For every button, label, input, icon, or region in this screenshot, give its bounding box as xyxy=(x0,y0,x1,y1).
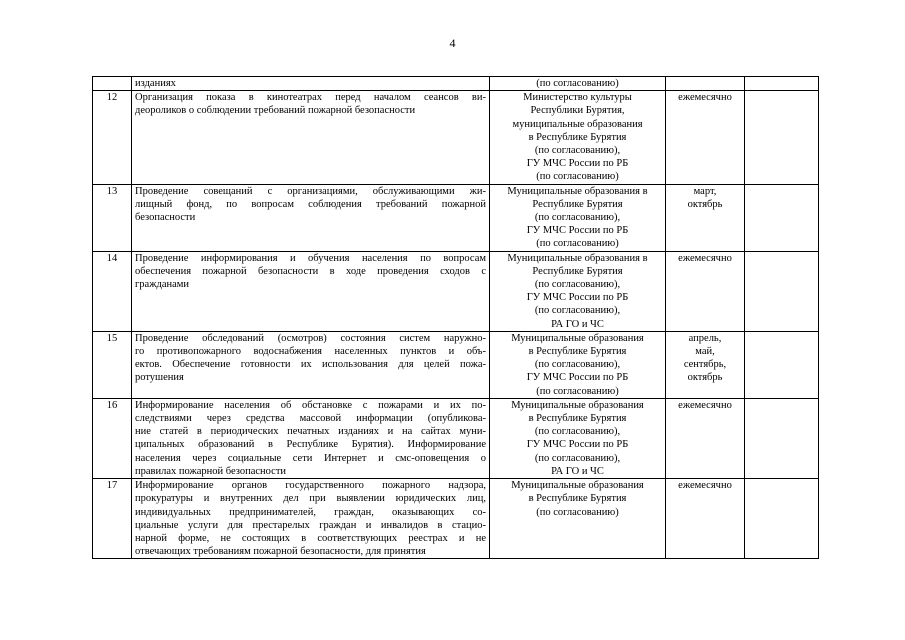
event-text-line: изданиях xyxy=(135,78,176,89)
event-cell xyxy=(132,331,490,398)
note-cell xyxy=(745,331,819,398)
responsible-cell: Муниципальные образования в Республике Бурятия (по согласованию), ГУ МЧС России по РБ (по согласованию), РА ГО и ЧС xyxy=(490,251,666,331)
event-text-line: безопасности xyxy=(135,212,196,224)
event-text-line: следствиями через средства массовой информации (опубликова- xyxy=(135,413,486,425)
table-body xyxy=(93,77,819,559)
event-cell xyxy=(132,398,490,478)
event-text-line: лищный фонд, по вопросам соблюдения требований пожарной xyxy=(135,198,486,210)
event-text-line: отвечающих требованиям пожарной безопасности, для принятия xyxy=(135,546,426,558)
responsible-cell: (по согласованию) xyxy=(490,77,666,91)
event-text-line: прокуратуры и внутренних дел при выявлении юридических лиц, xyxy=(135,493,486,505)
row-number-cell: 15 xyxy=(93,331,132,398)
row-number-cell xyxy=(93,77,132,91)
responsible-cell: Муниципальные образования в Республике Бурятия (по согласованию), ГУ МЧС России по РБ (по согласованию), РА ГО и ЧС xyxy=(490,398,666,478)
row-number-cell: 14 xyxy=(93,251,132,331)
note-cell xyxy=(745,479,819,559)
table-row xyxy=(93,398,819,478)
event-text-line: ектов. Обеспечение готовности их использования для целей пожа- xyxy=(135,359,486,371)
table-row xyxy=(93,184,819,251)
event-text-line: обеспечения пожарной безопасности в ходе проведения сходов с xyxy=(135,265,486,277)
row-number-cell: 12 xyxy=(93,91,132,184)
term-cell: ежемесячно xyxy=(666,91,745,184)
event-cell xyxy=(132,77,490,91)
term-cell: ежемесячно xyxy=(666,479,745,559)
note-cell xyxy=(745,184,819,251)
event-text-line: гражданами xyxy=(135,279,190,291)
table-row xyxy=(93,77,819,91)
event-text-line: Проведение совещаний с организациями, обслуживающими жи- xyxy=(135,185,486,197)
table-row xyxy=(93,479,819,559)
event-text-line: го противопожарного водоснабжения населенных пунктов и объ- xyxy=(135,346,486,358)
row-number-cell: 13 xyxy=(93,184,132,251)
event-text-line: индивидуальных предпринимателей, граждан, оказывающих со- xyxy=(135,506,486,518)
event-cell xyxy=(132,479,490,559)
responsible-cell: Муниципальные образования в Республике Бурятия (по согласованию), ГУ МЧС России по РБ (по согласованию) xyxy=(490,184,666,251)
term-cell: апрель, май, сентябрь, октябрь xyxy=(666,331,745,398)
event-text-line: ние статей в периодических печатных изданиях и на сайтах муни- xyxy=(135,426,486,438)
term-cell: ежемесячно xyxy=(666,398,745,478)
fire-safety-plan-table xyxy=(92,76,819,559)
event-text-line: Проведение обследований (осмотров) состояния систем наружно- xyxy=(135,332,486,344)
event-text-line: Проведение информирования и обучения населения по вопросам xyxy=(135,252,486,264)
term-cell: март, октябрь xyxy=(666,184,745,251)
event-text-line: населения через социальные сети Интернет и смс-оповещения о xyxy=(135,452,486,464)
page-number: 4 xyxy=(449,36,456,50)
event-cell xyxy=(132,184,490,251)
note-cell xyxy=(745,77,819,91)
note-cell xyxy=(745,91,819,184)
event-cell xyxy=(132,251,490,331)
event-text-line: нарной форме, не состоящих в соответствующих реестрах и не xyxy=(135,532,486,544)
event-text-line: правилах пожарной безопасности xyxy=(135,465,287,477)
table-row xyxy=(93,331,819,398)
event-text-line: Организация показа в кинотеатрах перед началом сеансов ви- xyxy=(135,92,486,104)
note-cell xyxy=(745,251,819,331)
responsible-cell: Муниципальные образования в Республике Бурятия (по согласованию) xyxy=(490,479,666,559)
responsible-cell: Министерство культуры Республики Бурятия, муниципальные образования в Республике Бурятия (по согласованию), ГУ МЧС России по РБ (по согласованию) xyxy=(490,91,666,184)
table-row xyxy=(93,251,819,331)
event-text-line: деороликов о соблюдении требований пожарной безопасности xyxy=(135,105,416,117)
event-text-line: Информирование органов государственного пожарного надзора, xyxy=(135,480,486,492)
table-row xyxy=(93,91,819,184)
term-cell xyxy=(666,77,745,91)
row-number-cell: 16 xyxy=(93,398,132,478)
responsible-cell: Муниципальные образования в Республике Бурятия (по согласованию), ГУ МЧС России по РБ (по согласованию) xyxy=(490,331,666,398)
row-number-cell: 17 xyxy=(93,479,132,559)
event-cell xyxy=(132,91,490,184)
event-text-line: циальные услуги для престарелых граждан и инвалидов в стацио- xyxy=(135,519,486,531)
note-cell xyxy=(745,398,819,478)
event-text-line: Информирование населения об обстановке с пожарами и их по- xyxy=(135,399,486,411)
term-cell: ежемесячно xyxy=(666,251,745,331)
event-text-line: ротушения xyxy=(135,372,184,384)
event-text-line: ципальных образований в Республике Бурятия). Информирование xyxy=(135,439,486,451)
